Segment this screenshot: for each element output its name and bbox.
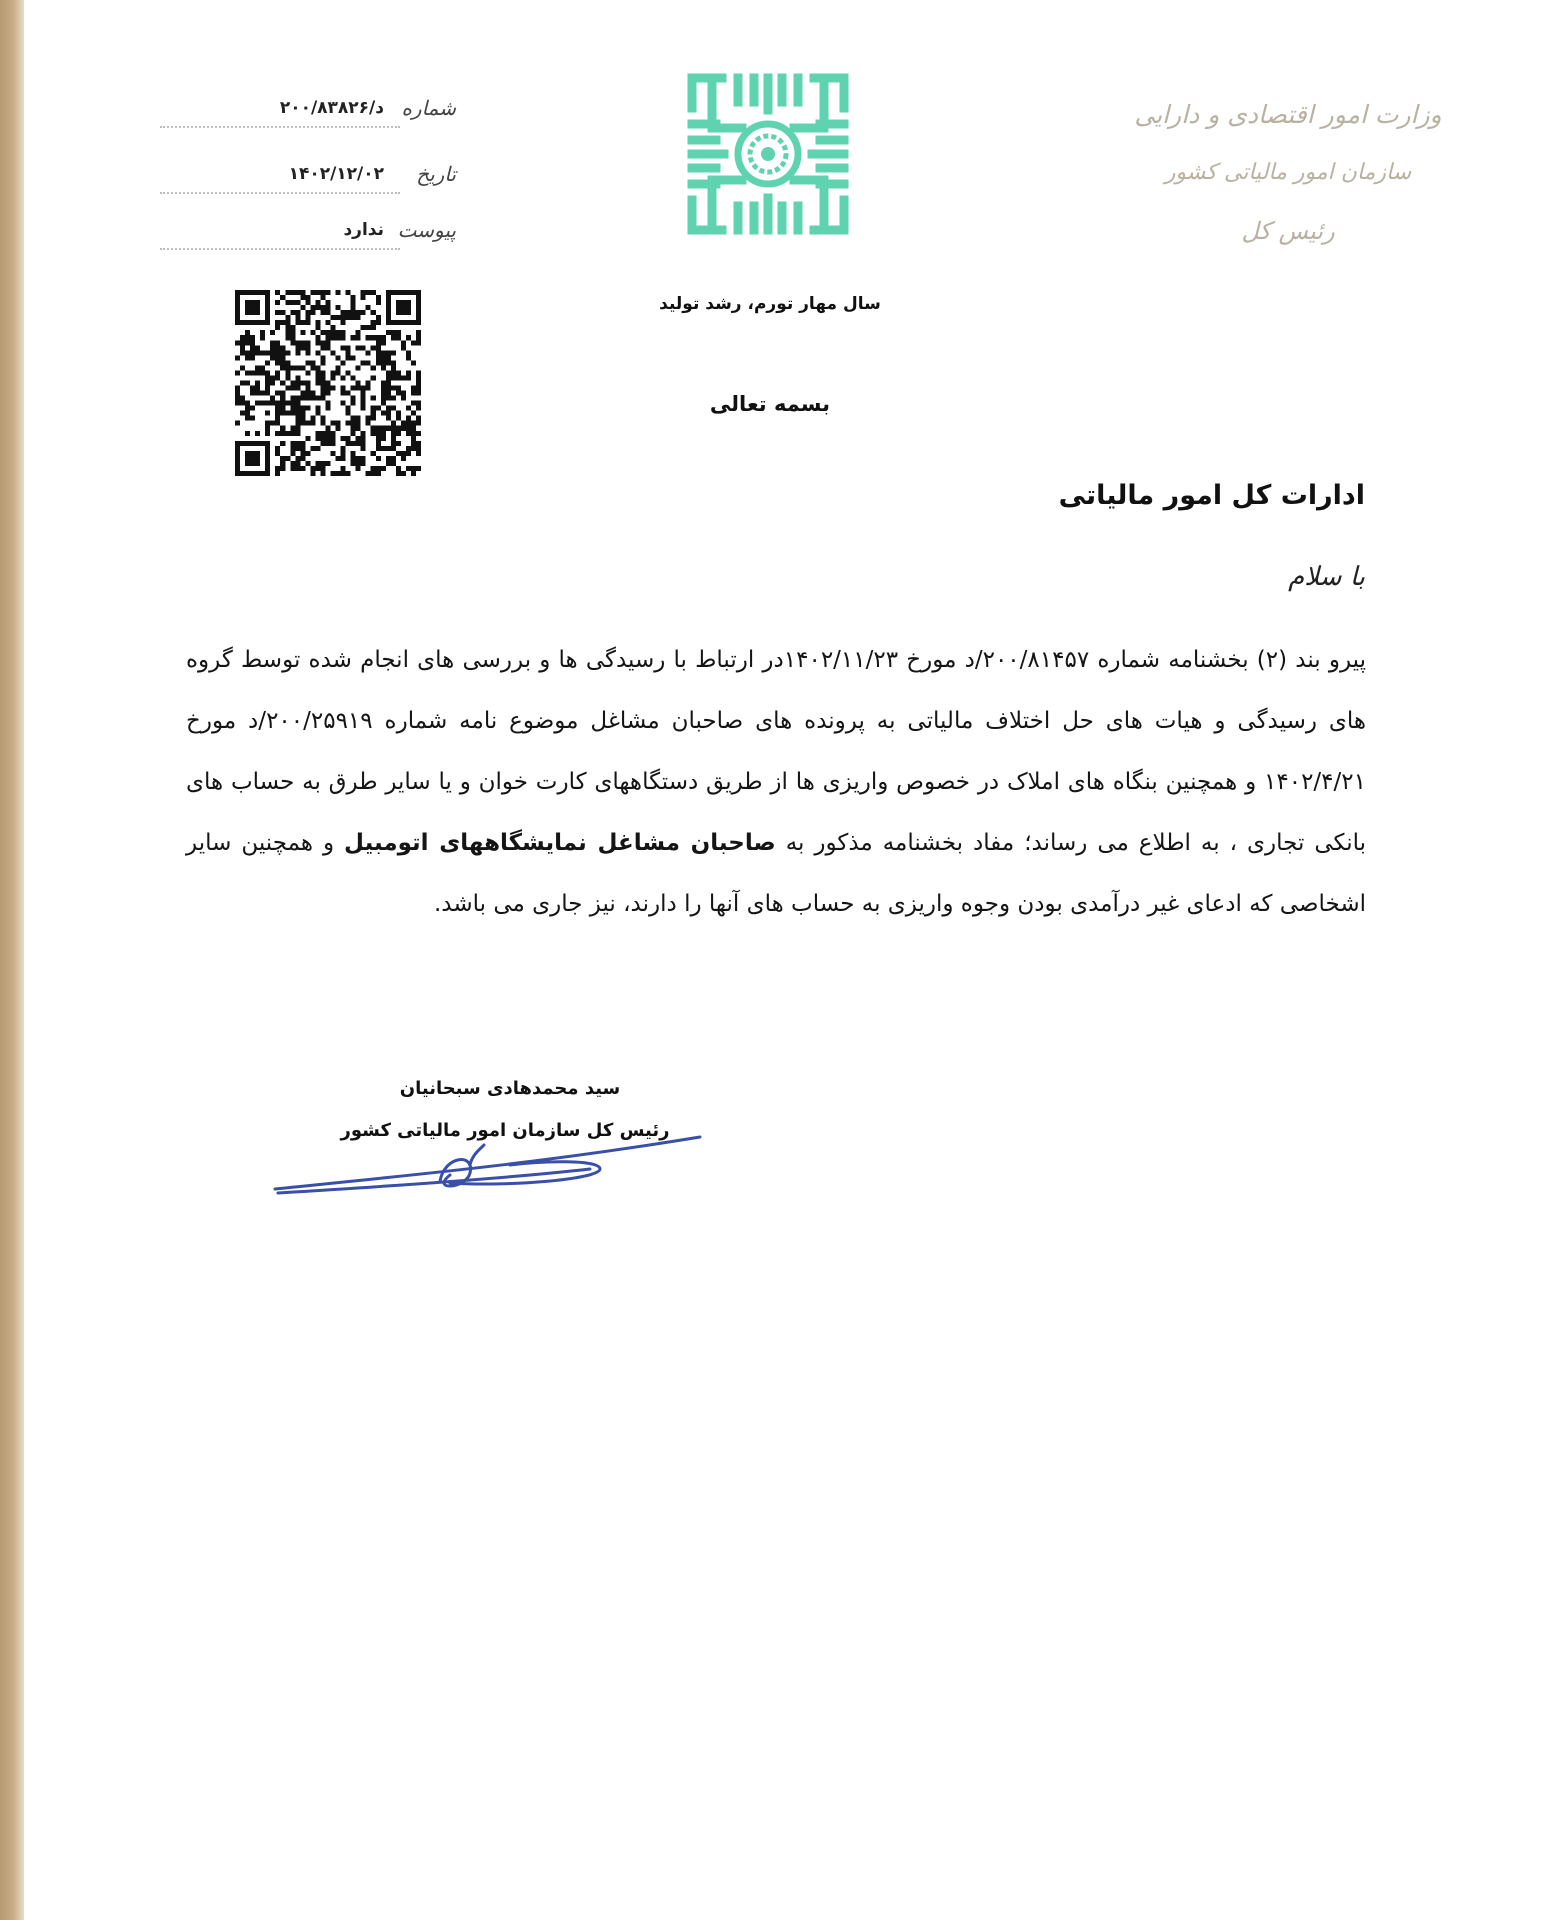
letter-number-row [160, 96, 460, 136]
ministry-name: وزارت امور اقتصادی و دارایی [1134, 100, 1442, 129]
number-label: شماره [397, 96, 460, 120]
letter-page [24, 0, 1543, 1920]
attachment-label: پیوست [394, 218, 460, 242]
body-text-part1: پیرو بند (۲) بخشنامه شماره ۲۰۰/۸۱۴۵۷/د مورخ ۱۴۰۲/۱۱/۲۳در ارتباط با رسیدگی ها و بررسی های انجام شده توسط گروه های رسیدگی و هیات های حل اختلاف مالیاتی به پرونده های صاحبان مشاغل موضوع نامه شماره ۲۰۰/۲۵۹۱۹/د مورخ ۱۴۰۲/۴/۲۱ و همچنین بنگاه های املاک در خصوص واریزی ها از طریق دستگاههای کارت خوان و یا سایر طرق به حساب های بانکی تجاری ، به اطلاع می رساند؛ مفاد بخشنامه مذکور به [186, 647, 1366, 856]
date-label: تاریخ [412, 162, 460, 186]
recipient-heading: ادارات کل امور مالیاتی [1058, 480, 1365, 511]
dotted-line [160, 126, 400, 128]
letter-attachment-row [160, 218, 460, 258]
handwritten-signature-icon [270, 1125, 710, 1205]
paper-left-edge [0, 0, 24, 1920]
tax-organization-emblem-icon [682, 68, 854, 240]
greeting: با سلام [1288, 562, 1365, 592]
body-text-bold: صاحبان مشاغل نمایشگاههای اتومبیل [344, 830, 776, 856]
signatory-name: سید محمدهادی سبحانیان [399, 1078, 621, 1099]
organization-name: سازمان امور مالیاتی کشور [1164, 160, 1412, 185]
number-value: ۲۰۰/۸۳۸۲۶/د [276, 98, 388, 118]
dotted-line [160, 248, 400, 250]
year-slogan: سال مهار تورم، رشد تولید [659, 294, 881, 314]
date-value: ۱۴۰۲/۱۲/۰۲ [285, 164, 388, 184]
signatory-title: رئیس کل سازمان امور مالیاتی کشور [340, 1120, 670, 1141]
qr-code-icon[interactable] [235, 290, 421, 476]
office-title: رئیس کل [1241, 217, 1335, 245]
dotted-line [160, 192, 400, 194]
letter-body [186, 630, 1366, 935]
body-text-part2: و همچنین سایر اشخاصی که ادعای غیر درآمدی بودن وجوه واریزی به حساب های آنها را دارند، نیز جاری می باشد. [186, 830, 1366, 917]
ministry-header [1123, 86, 1453, 260]
attachment-value: ندارد [339, 220, 388, 240]
letter-date-row [160, 162, 460, 202]
bismillah-heading: بسمه تعالی [709, 392, 831, 416]
